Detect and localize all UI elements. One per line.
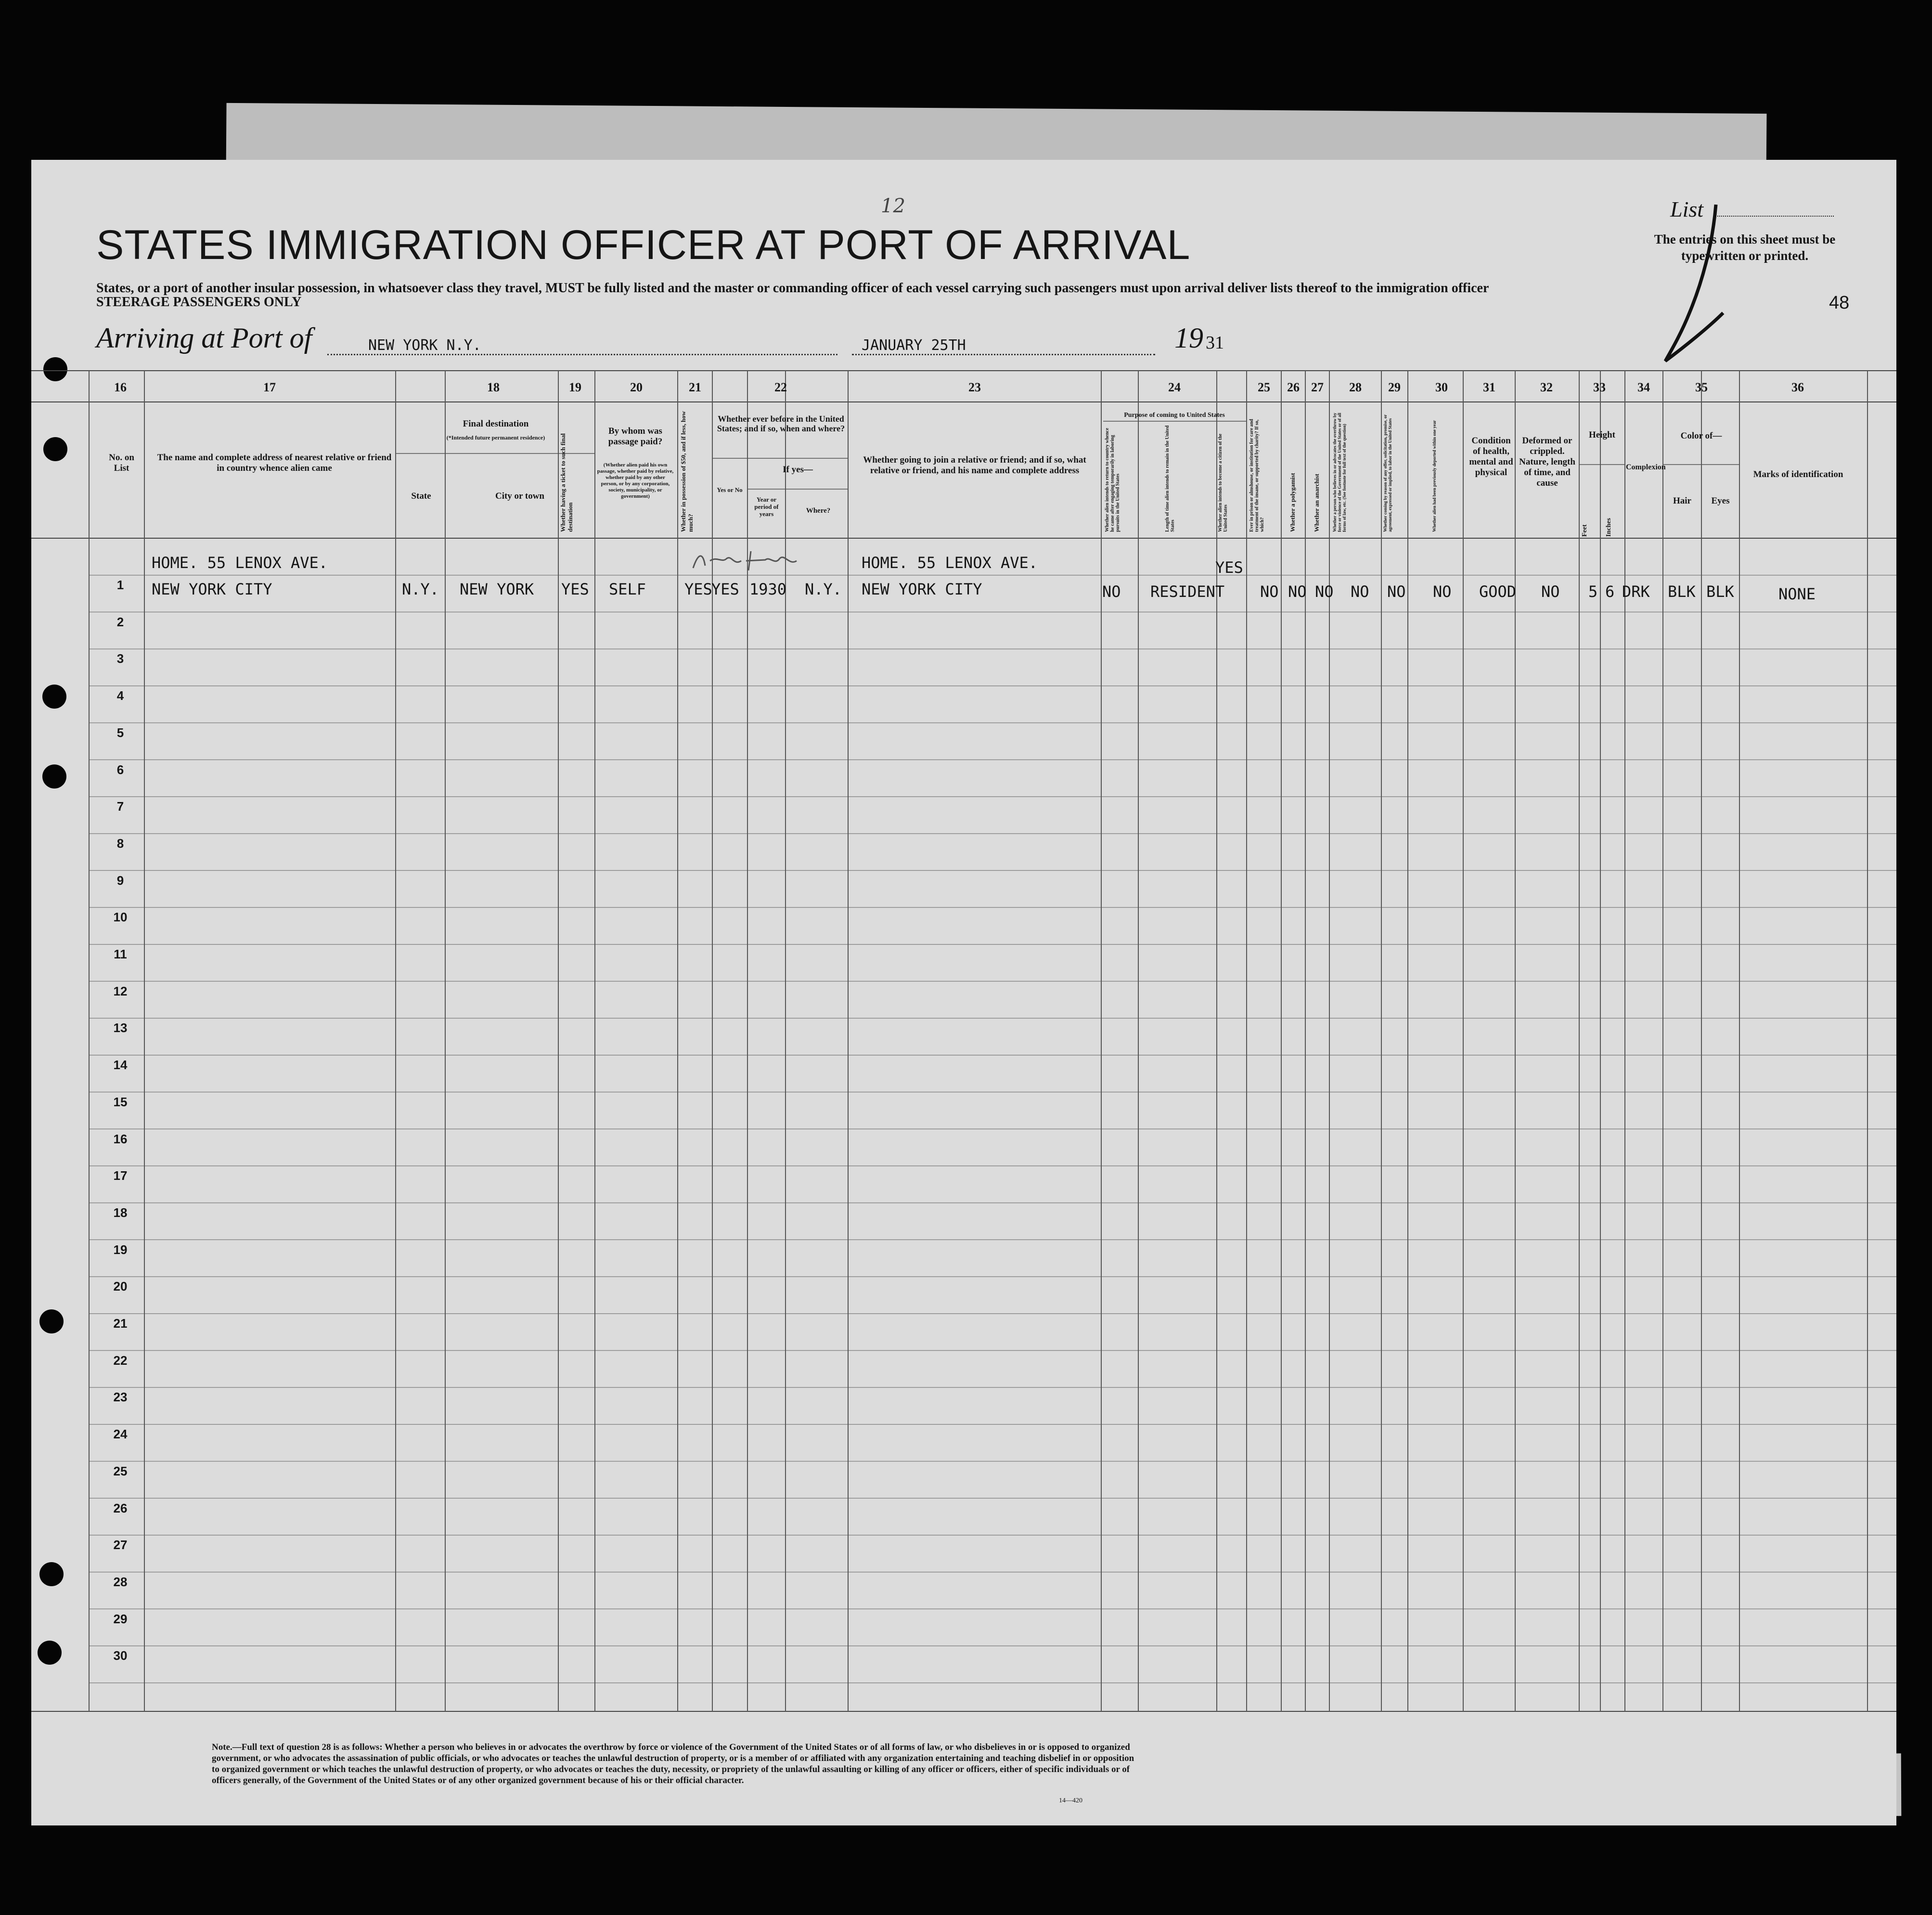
header-purpose: Purpose of coming to United States	[1124, 412, 1225, 419]
row-number: 3	[116, 651, 124, 666]
page-subtitle: States, or a port of another insular possession, in whatsoever class they travel, MUST be fully listed and the master or commanding officer of each vessel carrying such passengers must upon arrival deliver lists thereof to the immigration officer	[96, 281, 1489, 296]
column-number: 36	[1791, 380, 1804, 394]
header-final-destination-note: (*Intended future permanent residence)	[446, 434, 545, 441]
column-number: 35	[1695, 380, 1708, 394]
where-value: N.Y.	[805, 580, 842, 598]
row-number: 17	[113, 1168, 128, 1183]
header-q28: Whether a person who believes in or advocates the overthrow by force or violence of the Government of the United States or of all forms of law, etc. (See footnote for full text of the question)	[1332, 413, 1347, 532]
header-paid-by: By whom was passage paid?	[608, 426, 663, 447]
column-number: 24	[1168, 380, 1181, 394]
inches-value: 6	[1605, 582, 1615, 601]
column-number: 29	[1388, 380, 1401, 394]
return-value: NO	[1102, 582, 1121, 601]
complexion-value: DRK	[1622, 582, 1650, 601]
header-q29: Whether coming by reason of any offer, solicitation, promise, or agreement, expressed or implied, to labor in the United States	[1383, 414, 1392, 532]
header-final-destination: Final destination	[463, 419, 529, 429]
money-value: YES	[684, 580, 712, 598]
q29-value: NO	[1387, 582, 1406, 601]
steerage-label: STEERAGE PASSENGERS ONLY	[96, 295, 302, 310]
state-value: N.Y.	[402, 580, 439, 598]
column-number: 18	[487, 380, 500, 394]
header-inches: Inches	[1605, 518, 1612, 537]
row-number: 2	[116, 614, 124, 629]
row-number: 9	[116, 873, 124, 888]
row-number: 28	[113, 1574, 128, 1589]
header-city: City or town	[495, 491, 545, 501]
prison-value: NO	[1260, 582, 1279, 601]
sheet-number: 48	[1829, 293, 1850, 313]
header-if-yes: If yes—	[783, 465, 813, 475]
row-number: 14	[113, 1058, 128, 1073]
row-number: 25	[113, 1463, 128, 1478]
column-number: 34	[1637, 380, 1650, 394]
year-value: 1930	[749, 580, 787, 598]
header-before-us: Whether ever before in the United States; and if so, when and where?	[717, 414, 845, 433]
column-number: 17	[263, 380, 276, 394]
header-deformed: Deformed or crippled. Nature, length of time, and cause	[1519, 436, 1575, 488]
header-hair: Hair	[1673, 496, 1691, 506]
row-number: 6	[116, 762, 124, 777]
footnote-q28: Note.—Full text of question 28 is as follows: Whether a person who believes in or advocates the overthrow by force or violence of the Government of the United States or of all forms of law, or who disbelieves in or is opposed to organized government, or who advocates the assassination of public officials, or who advocates or teaches the unlawful destruction of property, or is a member of or affiliated with any organization entertaining and teaching disbelief in or opposition to organized government or which teaches the unlawful destruction of property, or who advocates or teaches the duty, necessity, or propriety of the unlawful assaulting or killing of any officer or officers, either of specific individuals or of officers generally, of the Government of the United States or of any other organized government because of his or their official character.	[212, 1742, 1134, 1786]
header-complexion: Complexion	[1626, 463, 1666, 471]
header-ticket: Whether having a ticket to such final destination	[559, 433, 574, 532]
port-value: NEW YORK N.Y.	[368, 337, 481, 354]
deported-value: NO	[1433, 582, 1452, 601]
city-value: NEW YORK	[460, 580, 534, 598]
list-label: List	[1670, 197, 1704, 221]
row-number: 13	[113, 1021, 128, 1035]
header-citizen: Whether alien intends to become a citizen of the United States	[1218, 433, 1228, 532]
polygamist-value: NO	[1288, 582, 1307, 601]
row-number: 24	[113, 1427, 128, 1442]
header-where: Where?	[806, 507, 831, 515]
row-number: 19	[113, 1242, 128, 1257]
header-prison: Ever in prison or almshouse, or institution for care and treatment of the insane, or supported by charity? If so, which?	[1249, 419, 1265, 532]
column-number: 26	[1287, 380, 1300, 394]
column-number: 20	[630, 380, 643, 394]
row-number: 7	[116, 799, 124, 814]
row-number: 29	[113, 1611, 128, 1626]
header-deported: Whether alien had been previously deported within one year	[1432, 420, 1437, 532]
header-no-on-list: No. on List	[109, 453, 134, 473]
feet-value: 5	[1588, 582, 1598, 601]
join-address-line1: HOME. 55 LENOX AVE.	[862, 554, 1038, 572]
row-number: 21	[113, 1316, 128, 1331]
row-number: 27	[113, 1538, 128, 1553]
column-number: 28	[1349, 380, 1362, 394]
header-year: Year or period of years	[754, 496, 779, 518]
header-money: Whether in possession of $50, and if less, how much?	[680, 411, 694, 532]
column-number: 27	[1311, 380, 1324, 394]
header-color: Color of—	[1680, 431, 1722, 441]
year-suffix: 31	[1206, 333, 1224, 353]
header-anarchist: Whether an anarchist	[1313, 474, 1320, 532]
row-number: 5	[116, 725, 124, 740]
citizen-value: YES	[1215, 558, 1243, 577]
column-number: 32	[1540, 380, 1553, 394]
header-eyes: Eyes	[1711, 496, 1730, 506]
length-value: RESIDENT	[1150, 582, 1225, 601]
column-number: 25	[1258, 380, 1270, 394]
join-address-line2: NEW YORK CITY	[862, 580, 982, 598]
header-polygamist: Whether a polygamist	[1289, 473, 1296, 532]
header-marks: Marks of identification	[1753, 469, 1843, 479]
row-number: 12	[113, 983, 128, 998]
column-number: 31	[1483, 380, 1495, 394]
eyes-value: BLK	[1706, 582, 1734, 601]
row-number: 20	[113, 1279, 128, 1294]
typewritten-instruction: The entries on this sheet must be typewritten or printed.	[1654, 232, 1836, 263]
header-return: Whether alien intends to return to country whence he came after engaging temporarily in laboring pursuits in the United States	[1105, 427, 1121, 532]
row-number: 26	[113, 1501, 128, 1515]
page-title: STATES IMMIGRATION OFFICER AT PORT OF ARRIVAL	[96, 222, 1191, 268]
header-feet: Feet	[1581, 524, 1588, 537]
paid-by-value: SELF	[609, 580, 646, 598]
handwritten-note: 12	[881, 195, 905, 217]
column-number: 19	[569, 380, 581, 394]
row-number: 23	[113, 1390, 128, 1405]
hair-value: BLK	[1668, 582, 1696, 601]
column-number: 22	[774, 380, 787, 394]
row-number: 8	[116, 836, 124, 851]
row-number: 15	[113, 1094, 128, 1109]
ticket-value: YES	[561, 580, 589, 598]
row-number: 11	[114, 947, 127, 961]
deformed-value: NO	[1541, 582, 1560, 601]
marks-value: NONE	[1778, 585, 1816, 603]
header-yes-no: Yes or No	[717, 486, 743, 493]
header-join: Whether going to join a relative or friend; and if so, what relative or friend, and his name and complete address	[863, 455, 1086, 476]
row-number: 10	[113, 910, 128, 925]
column-number: 30	[1435, 380, 1448, 394]
handwritten-annotation	[688, 546, 804, 575]
header-state: State	[411, 491, 431, 501]
header-height: Height	[1589, 430, 1615, 440]
arriving-label: Arriving at Port of	[96, 322, 312, 354]
row-number: 18	[113, 1205, 128, 1220]
health-value: GOOD	[1479, 582, 1517, 601]
year-prefix: 19	[1174, 322, 1203, 354]
column-number: 33	[1593, 380, 1606, 394]
header-length: Length of time alien intends to remain in the United States	[1165, 425, 1175, 532]
column-number: 21	[689, 380, 701, 394]
row-number: 16	[113, 1131, 128, 1146]
header-relative: The name and complete address of nearest relative or friend in country whence alien came	[157, 453, 392, 473]
header-health: Condition of health, mental and physical	[1469, 436, 1513, 478]
row-number: 30	[113, 1648, 128, 1663]
relative-address-line1: HOME. 55 LENOX AVE.	[152, 554, 328, 572]
header-paid-by-note: (Whether alien paid his own passage, whether paid by relative, whether paid by any other person, or by any corporation, society, municipality, or government)	[597, 462, 674, 499]
before-us-value: YES	[711, 580, 739, 598]
q28-value: NO	[1351, 582, 1369, 601]
anarchist-value: NO	[1315, 582, 1334, 601]
column-number: 23	[968, 380, 981, 394]
row-number: 22	[113, 1353, 128, 1368]
relative-address-line2: NEW YORK CITY	[152, 580, 272, 598]
row-number: 1	[116, 578, 124, 592]
column-number: 16	[114, 380, 127, 394]
date-value: JANUARY 25TH	[862, 337, 966, 354]
form-number: 14—420	[1059, 1797, 1082, 1804]
row-number: 4	[116, 688, 124, 703]
